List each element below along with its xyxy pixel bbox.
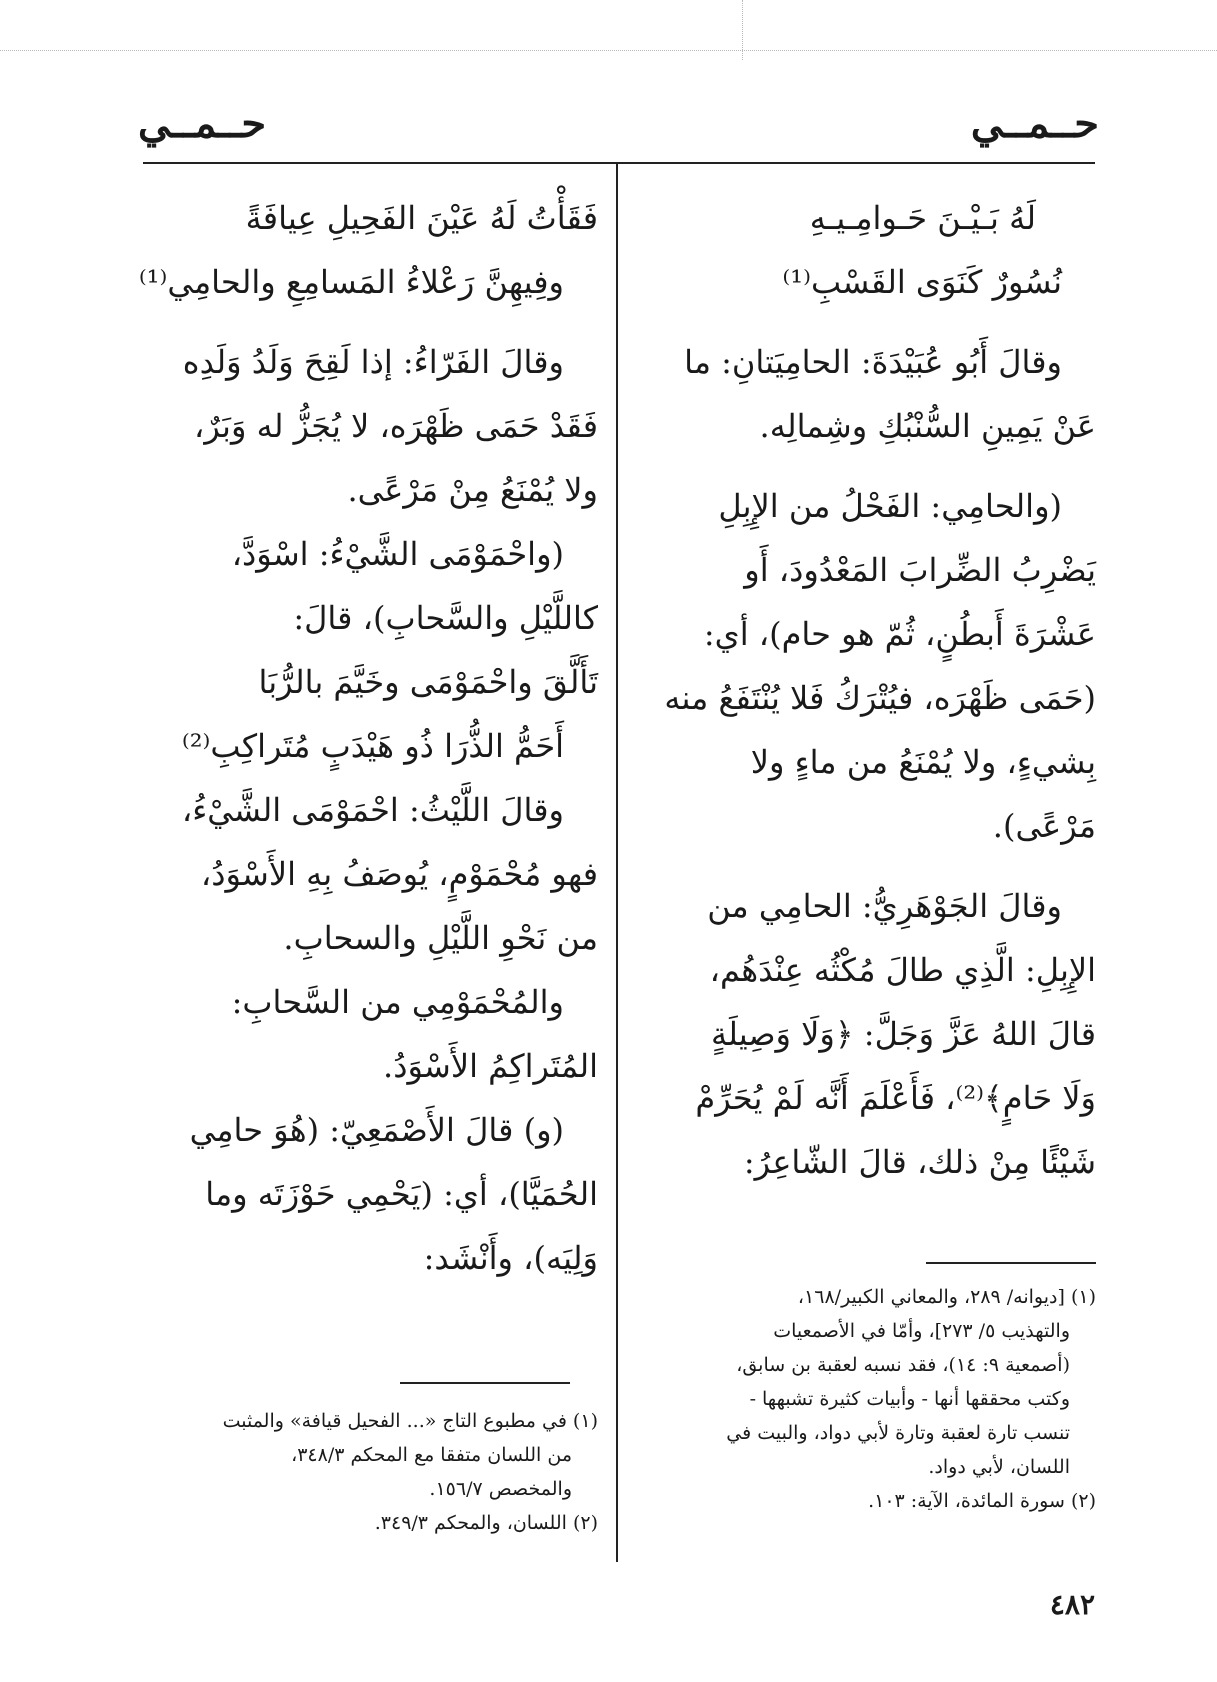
header-rule xyxy=(143,162,1095,164)
footnote-line: تنسب تارة لعقبة وتارة لأبي دواد، والبيت في xyxy=(726,1422,1070,1444)
running-header-left: حــمــي xyxy=(138,100,267,147)
scan-guide-line-vertical xyxy=(742,0,744,60)
footnotes-right xyxy=(636,1280,1096,1518)
footnotes-left xyxy=(143,1404,598,1540)
verse-line: وفِيهِنَّ رَعْلاءُ المَسامِعِ والحامِي⁽¹⁾ xyxy=(138,263,564,301)
text-line: وقالَ اللَّيْثُ: احْمَوْمَى الشَّيْءُ، xyxy=(181,791,564,829)
text-line: عَشْرَةَ أَبطُنٍ، ثُمّ هو حام)، أي: xyxy=(703,615,1096,653)
footnote-line: (أصمعية ٩: ١٤)، فقد نسبه لعقبة بن سابق، xyxy=(736,1354,1070,1376)
footnote-line: (١) [ديوانه/ ٢٨٩، والمعاني الكبير/١٦٨، xyxy=(797,1286,1096,1308)
footnote-line: والتهذيب ٥/ ٢٧٣]، وأمّا في الأصمعيات xyxy=(773,1320,1070,1342)
text-line: عَنْ يَمِينِ السُّنْبُكِ وشِمالِه. xyxy=(759,407,1096,445)
right-column xyxy=(636,186,1096,1194)
text-line: من نَحْوِ اللَّيْلِ والسحابِ. xyxy=(283,919,598,957)
text-line: (و) قالَ الأَصْمَعِيّ: (هُوَ حامِي xyxy=(189,1111,564,1149)
verse-line: نُسُورٌ كَنَوَى القَسْبِ⁽¹⁾ xyxy=(782,263,1062,301)
footnote-rule-left xyxy=(400,1382,570,1384)
footnote-line: (٢) اللسان، والمحكم ٣٤٩/٣. xyxy=(374,1512,598,1534)
footnote-rule-right xyxy=(926,1262,1096,1264)
verse-line: أَحَمُّ الذُّرَا ذُو هَيْدَبٍ مُتَراكِبِ⁽²⁾ xyxy=(181,727,564,765)
footnote-line: والمخصص ١٥٦/٧. xyxy=(429,1478,572,1500)
footnote-line: وكتب محققها أنها - وأبيات كثيرة تشبهها - xyxy=(749,1388,1070,1410)
text-line: مَرْعًى). xyxy=(992,807,1096,845)
footnote-line: اللسان، لأبي دواد. xyxy=(928,1456,1070,1478)
text-line: شَيْئًا مِنْ ذلك، قالَ الشّاعِرُ: xyxy=(743,1143,1096,1181)
running-header-right: حــمــي xyxy=(970,100,1099,147)
text-line: (واحْمَوْمَى الشَّيْءُ: اسْوَدَّ، xyxy=(231,535,564,573)
text-line: بِشيءٍ، ولا يُمْنَعُ من ماءٍ ولا xyxy=(750,743,1096,781)
text-line: وَلَا حَامٍ﴾⁽²⁾، فَأَعْلَمَ أَنَّه لَمْ يُحَرِّمْ xyxy=(695,1079,1096,1117)
verse-line: تَأَلَّقَ واحْمَوْمَى وخَيَّمَ بالرُّبَا xyxy=(258,663,598,701)
text-line: وَلِيَه)، وأَنْشَد: xyxy=(423,1239,598,1277)
text-line: وقالَ أَبُو عُبَيْدَةَ: الحامِيَتانِ: ما xyxy=(684,343,1062,381)
text-line: فهو مُحْمَوْمٍ، يُوصَفُ بِهِ الأَسْوَدُ، xyxy=(200,855,598,893)
text-line: يَضْرِبُ الضِّرابَ المَعْدُودَ، أَو xyxy=(744,551,1096,589)
footnote-line: (١) في مطبوع التاج «... الفحيل قيافة» والمثبت xyxy=(222,1410,598,1432)
text-line: قالَ اللهُ عَزَّ وَجَلَّ: ﴿وَلَا وَصِيلَةٍ xyxy=(710,1015,1096,1053)
footnote-line: من اللسان متفقا مع المحكم ٣٤٨/٣، xyxy=(291,1444,572,1466)
text-line: الإِبِلِ: الَّذِي طالَ مُكْثُه عِنْدَهُم، xyxy=(709,951,1096,989)
text-line: والمُحْمَوْمِي من السَّحابِ: xyxy=(231,983,564,1021)
text-line: (حَمَى ظَهْرَه، فيُتْرَكُ فَلا يُنْتَفَعُ منه xyxy=(664,679,1096,717)
verse-line: فَقَأْتُ لَهُ عَيْنَ الفَحِيلِ عِيافَةً xyxy=(245,199,598,237)
footnote-line: (٢) سورة المائدة، الآية: ١٠٣. xyxy=(868,1490,1096,1512)
column-divider xyxy=(616,164,618,1562)
text-line: وقالَ الفَرّاءُ: إذا لَقِحَ وَلَدُ وَلَدِه xyxy=(182,343,564,381)
text-line: الحُمَيَّا)، أي: (يَحْمِي حَوْزَتَه وما xyxy=(205,1175,598,1213)
text-line: المُتَراكِمُ الأَسْوَدُ. xyxy=(383,1047,598,1085)
text-line: وقالَ الجَوْهَرِيُّ: الحامِي من xyxy=(707,887,1062,925)
text-line: كاللَّيْلِ والسَّحابِ)، قالَ: xyxy=(293,599,598,637)
text-line: فَقَدْ حَمَى ظَهْرَه، لا يُجَزُّ له وَبَرٌ، xyxy=(194,407,598,445)
verse-line: لَهُ بَـيْـنَ حَـوامِـيـهِ xyxy=(809,199,1036,237)
page-number: ٤٨٢ xyxy=(1049,1588,1095,1621)
text-line: (والحامِي: الفَحْلُ من الإِبِلِ xyxy=(718,487,1062,525)
text-line: ولا يُمْنَعُ مِنْ مَرْعًى. xyxy=(347,471,598,509)
left-column xyxy=(138,186,598,1290)
scan-guide-line xyxy=(0,50,1217,52)
